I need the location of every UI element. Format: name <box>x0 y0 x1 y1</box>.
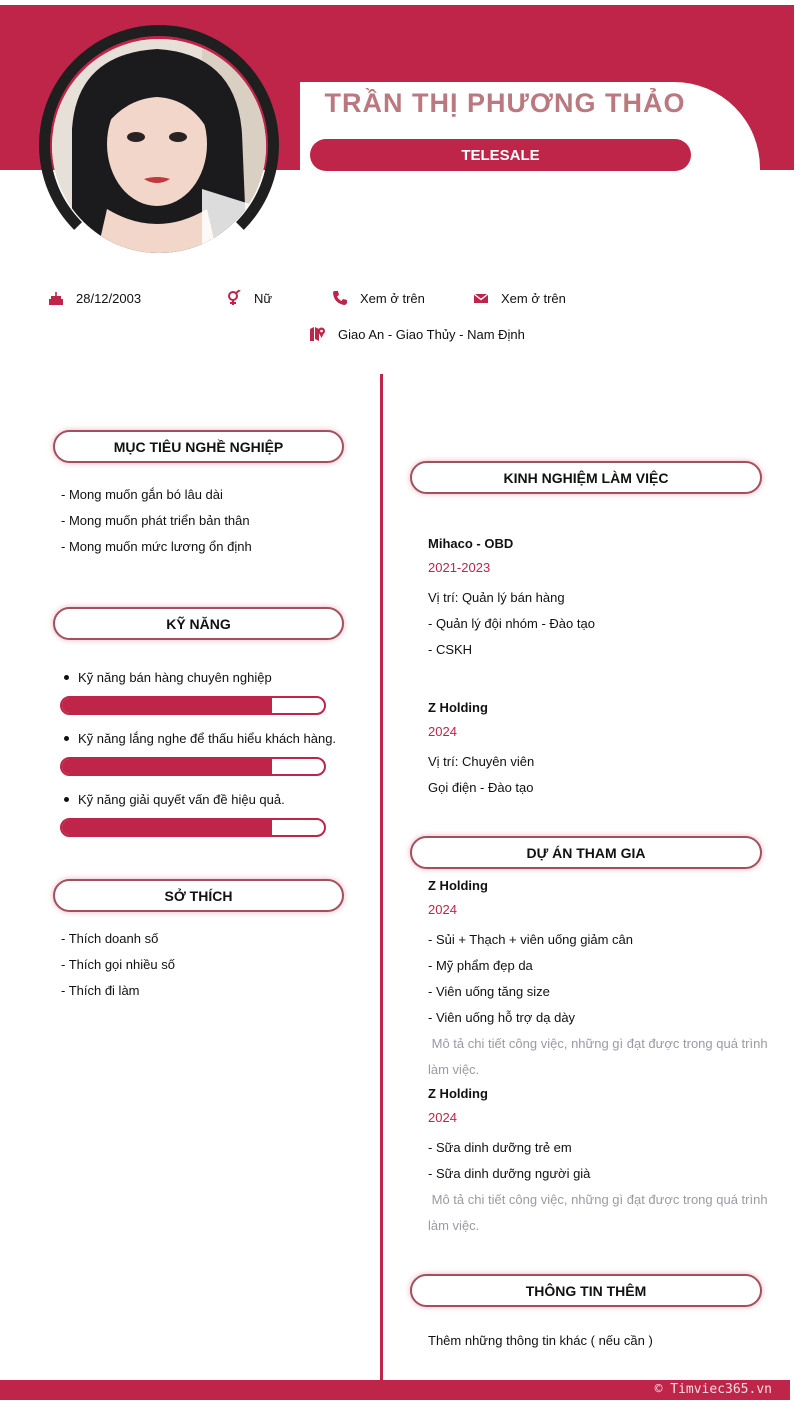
project-details <box>428 1135 768 1239</box>
list-item: Gọi điện - Đào tạo <box>428 780 534 795</box>
birthday-cake-icon <box>48 290 64 306</box>
email-icon <box>473 290 489 306</box>
bullet-icon <box>64 675 69 680</box>
footer-watermark: © Timviec365.vn <box>654 1382 772 1397</box>
candidate-name: TRẦN THỊ PHƯƠNG THẢO <box>324 88 686 118</box>
list-item: Vị trí: Quản lý bán hàng <box>428 590 565 605</box>
gender-value: Nữ <box>254 290 273 306</box>
skill-level-fill <box>62 820 272 835</box>
project-note: Mô tả chi tiết công việc, những gì đạt được trong quá trình <box>428 1036 768 1051</box>
skill-label: Kỹ năng lắng nghe để thấu hiểu khách hàng. <box>78 731 337 746</box>
contact-email <box>473 290 566 306</box>
contact-gender <box>226 290 272 306</box>
birthday-value: 28/12/2003 <box>76 290 142 306</box>
project-years: 2024 <box>428 902 457 917</box>
project-years: 2024 <box>428 1110 457 1125</box>
objective-list <box>61 482 252 560</box>
avatar-portrait-image <box>52 39 266 253</box>
list-item: - Sữa dinh dưỡng trẻ em <box>428 1140 572 1155</box>
gender-icon <box>226 290 242 306</box>
project-note: làm việc. <box>428 1218 480 1233</box>
bullet-icon <box>64 797 69 802</box>
list-item: - Sữa dinh dưỡng người già <box>428 1166 591 1181</box>
list-item: - CSKH <box>428 642 473 657</box>
job-details <box>428 585 595 663</box>
skill-level-fill <box>62 759 272 774</box>
avatar <box>52 39 266 253</box>
list-item: - Viên uống tăng size <box>428 984 550 999</box>
list-item: Vị trí: Chuyên viên <box>428 754 535 769</box>
list-item: - Mong muốn mức lương ổn định <box>61 539 252 554</box>
job-details <box>428 749 534 801</box>
list-item: - Mỹ phẩm đẹp da <box>428 958 533 973</box>
job-years: 2021-2023 <box>428 560 491 575</box>
skill-label: Kỹ năng bán hàng chuyên nghiệp <box>78 670 272 685</box>
list-item: - Thích doanh số <box>61 931 159 946</box>
skill-level-bar <box>60 818 326 837</box>
project-company: Z Holding <box>428 1086 488 1101</box>
hobbies-heading: SỞ THÍCH <box>53 879 344 912</box>
phone-icon <box>332 290 348 306</box>
contact-birthday <box>48 290 141 306</box>
project-company: Z Holding <box>428 878 488 893</box>
skill-level-bar <box>60 696 326 715</box>
skill-label: Kỹ năng giải quyết vấn đề hiệu quả. <box>78 792 285 807</box>
list-item: - Mong muốn phát triển bản thân <box>61 513 250 528</box>
list-item: - Viên uống hỗ trợ dạ dày <box>428 1010 576 1025</box>
skill-item <box>64 670 272 685</box>
additional-info-text <box>428 1328 653 1354</box>
additional-info-line: Thêm những thông tin khác ( nếu cần ) <box>428 1333 653 1348</box>
list-item: - Thích đi làm <box>61 983 140 998</box>
skill-item <box>64 731 336 746</box>
list-item: - Quản lý đội nhóm - Đào tạo <box>428 616 595 631</box>
project-note: làm việc. <box>428 1062 480 1077</box>
email-value: Xem ở trên <box>501 290 566 306</box>
phone-value: Xem ở trên <box>360 290 425 306</box>
project-note: Mô tả chi tiết công việc, những gì đạt được trong quá trình <box>428 1192 768 1207</box>
list-item: - Mong muốn gắn bó lâu dài <box>61 487 223 502</box>
skill-level-fill <box>62 698 272 713</box>
list-item: - Thích gọi nhiều số <box>61 957 175 972</box>
additional-info-heading: THÔNG TIN THÊM <box>410 1274 762 1307</box>
skills-heading: KỸ NĂNG <box>53 607 344 640</box>
bullet-icon <box>64 736 69 741</box>
list-item: - Sủi + Thạch + viên uống giảm cân <box>428 932 633 947</box>
position-badge: TELESALE <box>310 139 691 171</box>
job-company: Z Holding <box>428 700 488 715</box>
column-divider <box>380 374 383 1380</box>
footer-bar <box>0 1380 790 1400</box>
skill-item <box>64 792 285 807</box>
skill-level-bar <box>60 757 326 776</box>
hobbies-list <box>61 926 175 1004</box>
projects-heading: DỰ ÁN THAM GIA <box>410 836 762 869</box>
experience-heading: KINH NGHIỆM LÀM VIỆC <box>410 461 762 494</box>
objective-heading: MỤC TIÊU NGHỀ NGHIỆP <box>53 430 344 463</box>
contact-address <box>309 326 525 342</box>
job-years: 2024 <box>428 724 457 739</box>
map-location-icon <box>309 326 326 342</box>
contact-phone <box>332 290 425 306</box>
project-details <box>428 927 768 1083</box>
address-value: Giao An - Giao Thủy - Nam Định <box>338 326 525 342</box>
job-company: Mihaco - OBD <box>428 536 514 551</box>
